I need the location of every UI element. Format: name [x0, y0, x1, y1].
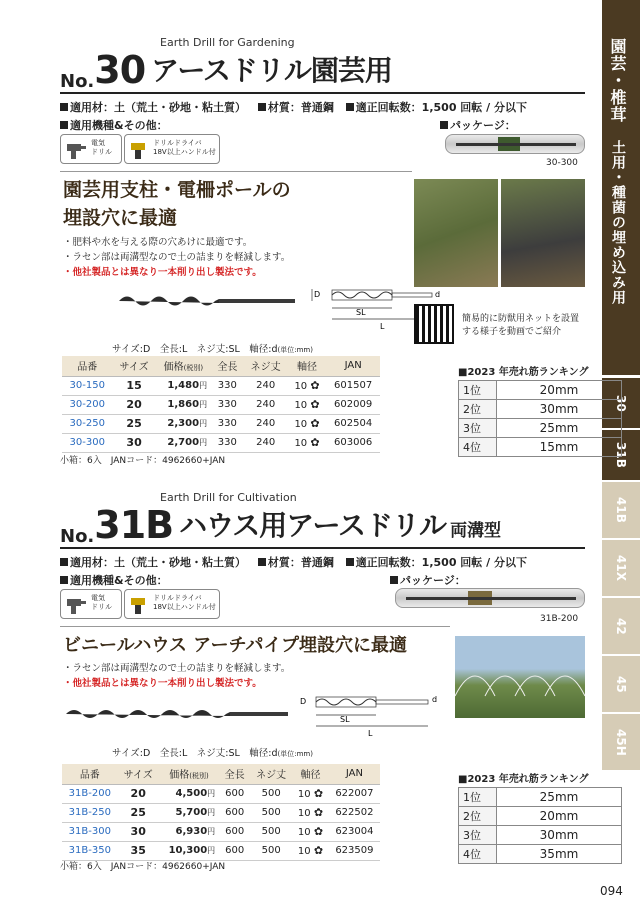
package-code: 30-300 [546, 158, 578, 168]
screw-length-cell: 240 [244, 395, 288, 414]
ranking-row [459, 788, 622, 807]
product-code: 30-150 [62, 376, 112, 395]
rank-position: 4位 [459, 438, 497, 457]
divider [60, 171, 412, 172]
tab-45h[interactable]: 45H [602, 714, 640, 770]
package-label: パッケージ： [390, 572, 466, 588]
size-legend: サイズ:D 全長:L ネジ丈:SL 軸径:d(単位:mm) [112, 748, 313, 759]
length-cell: 600 [219, 803, 250, 822]
price-cell: 1,860円 [156, 395, 211, 414]
table-row [62, 784, 380, 803]
price-cell: 1,480円 [156, 376, 211, 395]
hex-shank-icon: ✿ [310, 379, 320, 392]
tool-electric-drill: 電気 ドリル [60, 134, 122, 164]
product31b-ranking [458, 787, 622, 864]
rank-position: 2位 [459, 807, 497, 826]
product-number: 30 [94, 48, 146, 92]
jan-cell: 623004 [329, 822, 380, 841]
jan-cell: 601507 [326, 376, 380, 395]
hex-shank-icon: ✿ [313, 787, 324, 800]
product31b-footnote: 小箱：6入 JANコード：4962660+JAN [60, 862, 226, 872]
rank-value: 30mm [497, 400, 622, 419]
hex-shank-icon: ✿ [313, 844, 324, 857]
product31b-heading [60, 503, 501, 547]
jan-cell: 602504 [326, 414, 380, 433]
screw-length-cell: 500 [250, 803, 292, 822]
product-title: ハウス用アースドリル [179, 509, 447, 542]
tab-42[interactable]: 42 [602, 598, 640, 654]
category-title: 園芸・椎茸 [608, 38, 627, 123]
size-cell: 20 [112, 395, 155, 414]
ranking-row [459, 438, 622, 457]
price-cell: 6,930円 [159, 822, 219, 841]
category-banner [602, 0, 640, 375]
product-title-suffix: 両溝型 [450, 521, 502, 541]
ranking-row [459, 400, 622, 419]
qr-description: 簡易的に防獣用ネットを設置 する様子を動画でご紹介 [462, 314, 580, 337]
product31b-spec-table: 品番 サイズ 価格(税別) 全長 ネジ丈 軸径 JAN 31B-200 20 4,500円 600 500 10 ✿ 622007 31B-250 25 5,700円 600 500 10 ✿ 622502 31B-300 30 6,930円 600 500 10 ✿ 623004 31B-350 35 10,300円 600 500 10 ✿ 623509 [62, 764, 380, 861]
hex-shank-icon: ✿ [313, 825, 324, 838]
screw-length-cell: 500 [250, 784, 292, 803]
rank-position: 1位 [459, 788, 497, 807]
size-cell: 30 [118, 822, 159, 841]
screw-length-cell: 500 [250, 841, 292, 860]
jan-cell: 602009 [326, 395, 380, 414]
tab-41b[interactable]: 41B [602, 482, 640, 538]
ranking-row [459, 419, 622, 438]
rank-value: 35mm [497, 845, 622, 864]
screw-length-cell: 240 [244, 433, 288, 452]
length-cell: 600 [219, 822, 250, 841]
label-d: d [435, 290, 441, 299]
photo-usage-1 [414, 179, 498, 287]
jan-cell: 603006 [326, 433, 380, 452]
label-L: L [380, 322, 385, 331]
hex-shank-icon: ✿ [310, 398, 320, 411]
ranking-title: ■2023 年売れ筋ランキング [458, 367, 589, 378]
table-row [62, 803, 380, 822]
label-d: d [432, 695, 438, 704]
drill-driver-icon [129, 140, 151, 160]
product30-spec-table: 品番 サイズ 価格(税別) 全長 ネジ丈 軸径 JAN 30-150 15 1,480円 330 240 10 ✿ 601507 30-200 20 1,860円 330 240 10 ✿ 602009 30-250 25 2,300円 330 240 10 ✿ 602504 30-300 30 2,700円 330 240 10 ✿ 603006 [62, 356, 380, 453]
hex-shank-icon: ✿ [310, 417, 320, 430]
rank-value: 25mm [497, 788, 622, 807]
length-cell: 330 [211, 414, 244, 433]
rank-value: 15mm [497, 438, 622, 457]
size-cell: 25 [118, 803, 159, 822]
length-cell: 330 [211, 433, 244, 452]
product30-heading [60, 48, 392, 92]
hex-shank-icon: ✿ [310, 436, 320, 449]
shaft-cell: 10 ✿ [288, 376, 327, 395]
divider [60, 626, 450, 627]
tab-41x[interactable]: 41X [602, 540, 640, 596]
label-SL: SL [356, 308, 366, 317]
product30-ranking [458, 380, 622, 457]
product30-bullets: ・肥料や水を与える際の穴あけに最適です。 ・ラセン部は両溝型なので土の詰まりを軽減します。 ・他社製品とは異なり一本削り出し製法です。 [63, 237, 291, 278]
product-code: 30-250 [62, 414, 112, 433]
product-code: 31B-200 [62, 784, 118, 803]
table-row [62, 433, 380, 452]
shaft-cell: 10 ✿ [292, 841, 329, 860]
shaft-cell: 10 ✿ [288, 414, 327, 433]
label-D: D [300, 697, 307, 706]
package-label: パッケージ： [440, 117, 516, 133]
price-cell: 4,500円 [159, 784, 219, 803]
label-SL: SL [340, 715, 350, 724]
drill-icon [65, 140, 87, 160]
tab-45[interactable]: 45 [602, 656, 640, 712]
package-image [445, 134, 585, 154]
table-row [62, 822, 380, 841]
product31b-specs: 適用材：土（荒土・砂地・粘土質） 材質：普通鋼 適正回転数：1,500 回転 / 分以下 [60, 554, 527, 570]
shaft-cell: 10 ✿ [292, 803, 329, 822]
product30-headline: 園芸用支柱・電柵ポールの 埋設穴に最適 [63, 179, 291, 229]
rank-position: 3位 [459, 826, 497, 845]
ranking-row [459, 807, 622, 826]
size-cell: 25 [112, 414, 155, 433]
shaft-cell: 10 ✿ [288, 433, 327, 452]
tool-drill-driver: ドリルドライバ 18V以上ハンドル付 [124, 589, 220, 619]
machines-label: 適用機種&その他： [60, 117, 168, 133]
product31b-bullets: ・ラセン部は両溝型なので土の詰まりを軽減します。 ・他社製品とは異なり一本削り出し製法です。 [63, 663, 291, 689]
page-number: 094 [600, 884, 623, 898]
drill-icon [65, 595, 87, 615]
table-row [62, 841, 380, 860]
photo-greenhouse [455, 636, 585, 718]
size-cell: 15 [112, 376, 155, 395]
drill-bit-image [62, 703, 292, 725]
rank-position: 4位 [459, 845, 497, 864]
shaft-cell: 10 ✿ [292, 822, 329, 841]
rank-position: 1位 [459, 381, 497, 400]
package-code: 31B-200 [540, 614, 579, 624]
ranking-row [459, 381, 622, 400]
qr-code[interactable] [414, 304, 454, 344]
length-cell: 600 [219, 841, 250, 860]
size-legend: サイズ:D 全長:L ネジ丈:SL 軸径:d(単位:mm) [112, 344, 313, 355]
tab-30[interactable]: 30 [602, 378, 640, 428]
jan-cell: 622502 [329, 803, 380, 822]
rank-position: 2位 [459, 400, 497, 419]
no-prefix: No. [60, 71, 95, 92]
tool-electric-drill: 電気 ドリル [60, 589, 122, 619]
product-code: 30-300 [62, 433, 112, 452]
category-subtitle: 土用・種菌の埋め込み用 [610, 140, 626, 305]
product-title: アースドリル園芸用 [151, 54, 392, 87]
rank-value: 20mm [497, 381, 622, 400]
screw-length-cell: 240 [244, 376, 288, 395]
shaft-cell: 10 ✿ [288, 395, 327, 414]
label-L: L [368, 729, 373, 738]
product-code: 31B-300 [62, 822, 118, 841]
tab-31b[interactable]: 31B [602, 430, 640, 480]
length-cell: 330 [211, 395, 244, 414]
product31b-subtitle: Earth Drill for Cultivation [160, 491, 297, 504]
product-code: 30-200 [62, 395, 112, 414]
size-cell: 30 [112, 433, 155, 452]
package-image [395, 588, 585, 608]
greenhouse-arches [455, 636, 585, 718]
price-cell: 2,300円 [156, 414, 211, 433]
tool-drill-driver: ドリルドライバ 18V以上ハンドル付 [124, 134, 220, 164]
photo-usage-2 [501, 179, 585, 287]
product-number: 31B [94, 503, 174, 547]
jan-cell: 622007 [329, 784, 380, 803]
drill-driver-icon [129, 595, 151, 615]
product30-footnote: 小箱：6入 JANコード：4962660+JAN [60, 456, 226, 466]
machines-label: 適用機種&その他： [60, 572, 168, 588]
size-cell: 35 [118, 841, 159, 860]
rank-position: 3位 [459, 419, 497, 438]
price-cell: 10,300円 [159, 841, 219, 860]
label-D: D [314, 290, 321, 299]
product31b-headline: ビニールハウス アーチパイプ埋設穴に最適 [63, 635, 407, 656]
shaft-cell: 10 ✿ [292, 784, 329, 803]
ranking-row [459, 845, 622, 864]
hex-shank-icon: ✿ [313, 806, 324, 819]
divider [60, 547, 585, 549]
table-row [62, 395, 380, 414]
rank-value: 20mm [497, 807, 622, 826]
screw-length-cell: 500 [250, 822, 292, 841]
price-cell: 5,700円 [159, 803, 219, 822]
no-prefix: No. [60, 526, 95, 547]
table-row [62, 414, 380, 433]
divider [60, 92, 585, 94]
product-code: 31B-250 [62, 803, 118, 822]
product30-subtitle: Earth Drill for Gardening [160, 36, 295, 49]
product30-specs: 適用材：土（荒土・砂地・粘土質） 材質：普通鋼 適正回転数：1,500 回転 / 分以下 [60, 99, 527, 115]
ranking-title: ■2023 年売れ筋ランキング [458, 774, 589, 785]
screw-length-cell: 240 [244, 414, 288, 433]
price-cell: 2,700円 [156, 433, 211, 452]
rank-value: 25mm [497, 419, 622, 438]
rank-value: 30mm [497, 826, 622, 845]
jan-cell: 623509 [329, 841, 380, 860]
table-row [62, 376, 380, 395]
dimension-diagram [290, 690, 460, 740]
product-code: 31B-350 [62, 841, 118, 860]
length-cell: 600 [219, 784, 250, 803]
ranking-row [459, 826, 622, 845]
length-cell: 330 [211, 376, 244, 395]
size-cell: 20 [118, 784, 159, 803]
